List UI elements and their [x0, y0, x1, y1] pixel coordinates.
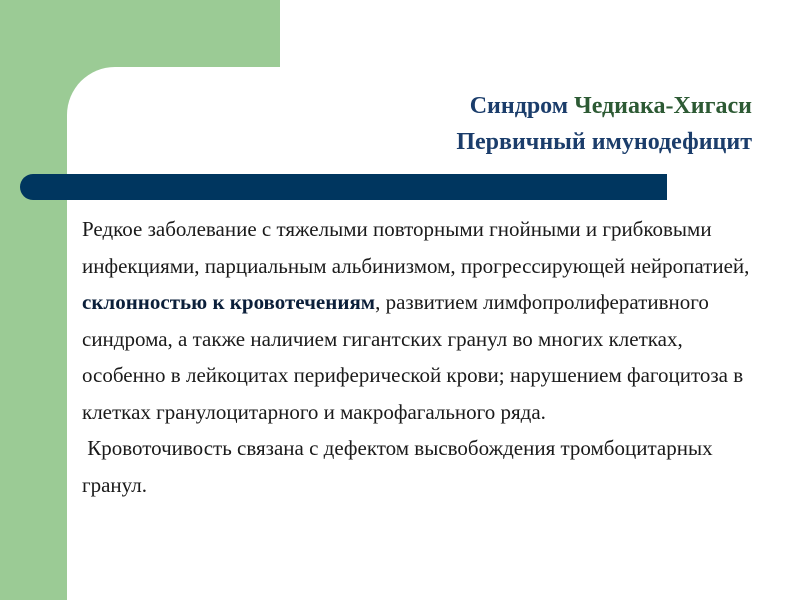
title-line-2: Первичный имунодефицит: [456, 129, 752, 155]
body-paragraph-1: [82, 211, 762, 430]
title-word-syndrome: Синдром: [469, 93, 575, 119]
body-text-segment-2: , развитием лимфопролиферативного синдрома, а также наличием гигантских гранул во многих клетках, особенно в лейкоцитах периферической крови; нарушением фагоцитоза в клетках гранулоцитарного и макрофагального ряда.: [82, 290, 744, 424]
title-line-1: [456, 88, 752, 124]
title-syndrome-name: Чедиака-Хигаси: [574, 93, 752, 119]
title-divider-bar: [20, 174, 667, 200]
slide-body: [82, 211, 762, 503]
slide-title: [456, 88, 752, 160]
body-text-segment-1: Редкое заболевание с тяжелыми повторными гнойными и грибковыми инфекциями, парциальным альбинизмом, прогрессирующей нейропатией,: [82, 217, 750, 278]
body-text-emphasis: склонностью к кровотечениям: [82, 290, 376, 314]
body-paragraph-2: Кровоточивость связана с дефектом высвобождения тромбоцитарных гранул.: [82, 436, 718, 497]
